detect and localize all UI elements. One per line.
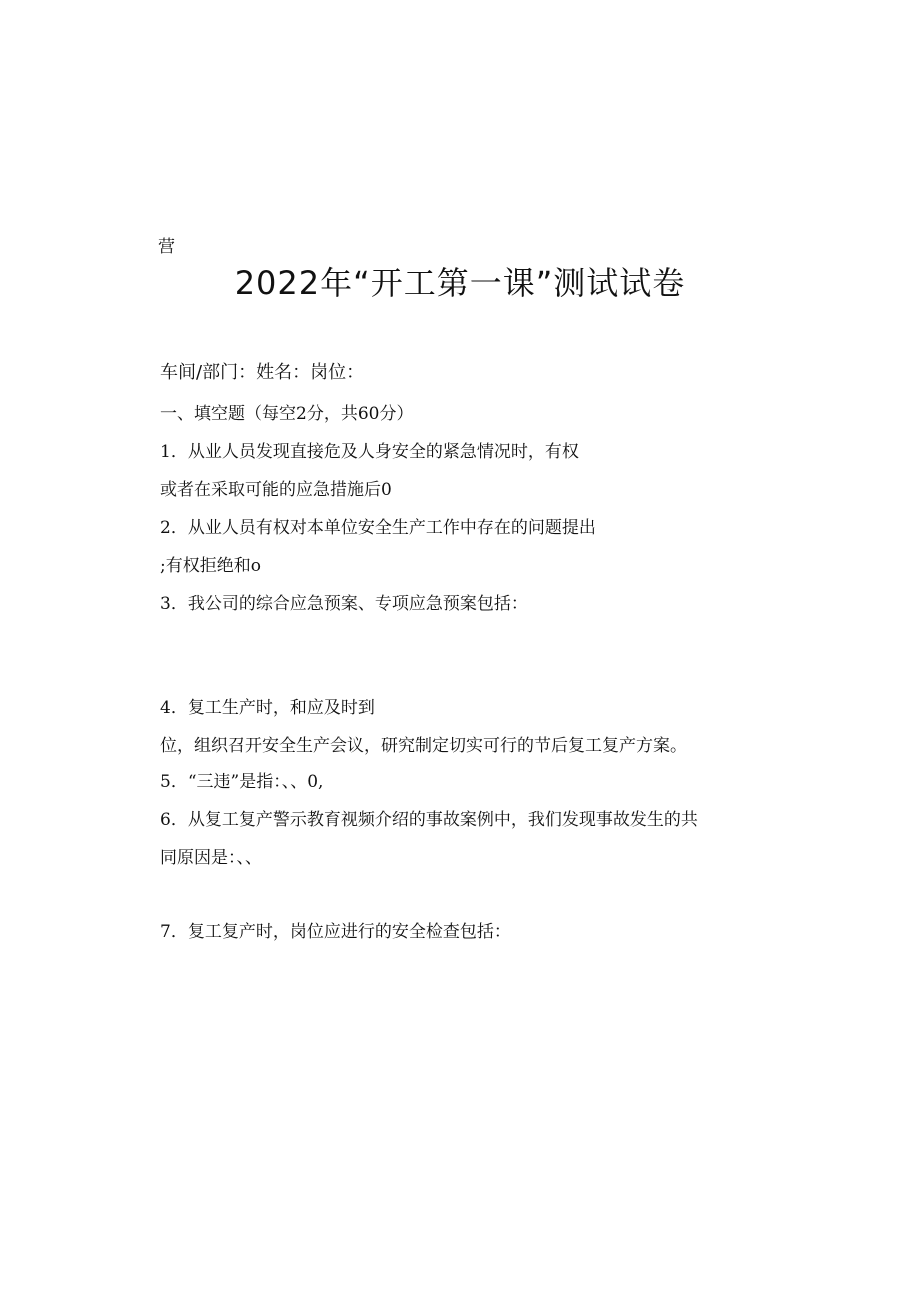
question-1-line-1: 1．从业人员发现直接危及人身安全的紧急情况时，有权 [160,442,579,462]
question-3-line-1: 3．我公司的综合应急预案、专项应急预案包括： [160,594,528,614]
section-heading: 一、填空题（每空2分，共60分） [160,404,414,424]
question-4-line-1: 4．复工生产时，和应及时到 [160,698,375,718]
exam-title: 2022年“开工第一课”测试试卷 [234,264,686,302]
question-6-line-1: 6．从复工复产警示教育视频介绍的事故案例中，我们发现事故发生的共 [160,810,698,830]
question-5-line-1: 5．“三违”是指：、、0, [160,772,324,792]
question-7-line-1: 7．复工复产时，岗位应进行的安全检查包括： [160,922,511,942]
corner-mark: 营 [158,237,175,257]
question-4-line-2: 位，组织召开安全生产会议，研究制定切实可行的节后复工复产方案。 [160,736,687,756]
question-6-line-2: 同原因是：、、 [160,848,262,868]
question-1-line-2: 或者在采取可能的应急措施后0 [160,480,392,500]
question-2-line-1: 2．从业人员有权对本单位安全生产工作中存在的问题提出 [160,518,596,538]
question-2-line-2: ;有权拒绝和o [160,556,261,576]
student-info-line: 车间/部门：姓名：岗位： [160,362,365,383]
